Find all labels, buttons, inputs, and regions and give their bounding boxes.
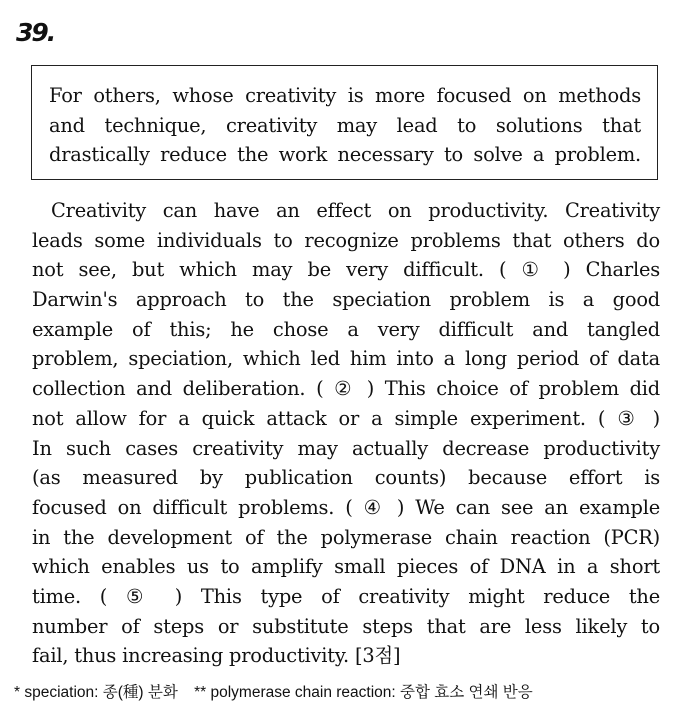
passage-line: leads some individuals to recognize problems that others do (32, 228, 660, 252)
passage-line: problem, speciation, which led him into a long period of data (32, 347, 660, 371)
passage-line: example of this; he chose a very difficult and tangled (32, 317, 660, 341)
passage-line: not allow for a quick attack or a simple experiment. ( ③ ) (32, 406, 660, 430)
given-sentence-line: and technique, creativity may lead to solutions that (49, 113, 641, 137)
passage-line: focused on difficult problems. ( ④ ) We can see an example (32, 495, 660, 519)
passage-line: collection and deliberation. ( ② ) This choice of problem did (32, 377, 660, 401)
passage-line: (as measured by publication counts) because effort is (32, 466, 660, 490)
passage-line: Darwin's approach to the speciation problem is a good (32, 288, 660, 312)
footnote-pcr: ** polymerase chain reaction: 중합 효소 연쇄 반응 (194, 684, 533, 701)
question-number: 39. (16, 18, 55, 47)
given-sentence-line: drastically reduce the work necessary to solve a problem. (49, 143, 641, 167)
passage-line: not see, but which may be very difficult. ( ① ) Charles (32, 258, 660, 282)
given-sentence-line: For others, whose creativity is more focused on methods (49, 84, 641, 107)
passage-line: Creativity can have an effect on productivity. Creativity (51, 199, 660, 222)
passage (32, 196, 660, 671)
footnotes (14, 682, 664, 704)
given-sentence-box (31, 65, 658, 180)
passage-line: In such cases creativity may actually decrease productivity (32, 436, 660, 460)
passage-line: number of steps or substitute steps that are less likely to (32, 614, 660, 638)
footnote-speciation: * speciation: 종(種) 분화 (14, 684, 178, 701)
passage-line: which enables us to amplify small pieces of DNA in a short (32, 555, 660, 579)
passage-line: fail, thus increasing productivity. [3점] (32, 644, 401, 668)
passage-line: in the development of the polymerase chain reaction (PCR) (32, 525, 660, 549)
passage-line: time. ( ⑤ ) This type of creativity might reduce the (32, 584, 660, 608)
